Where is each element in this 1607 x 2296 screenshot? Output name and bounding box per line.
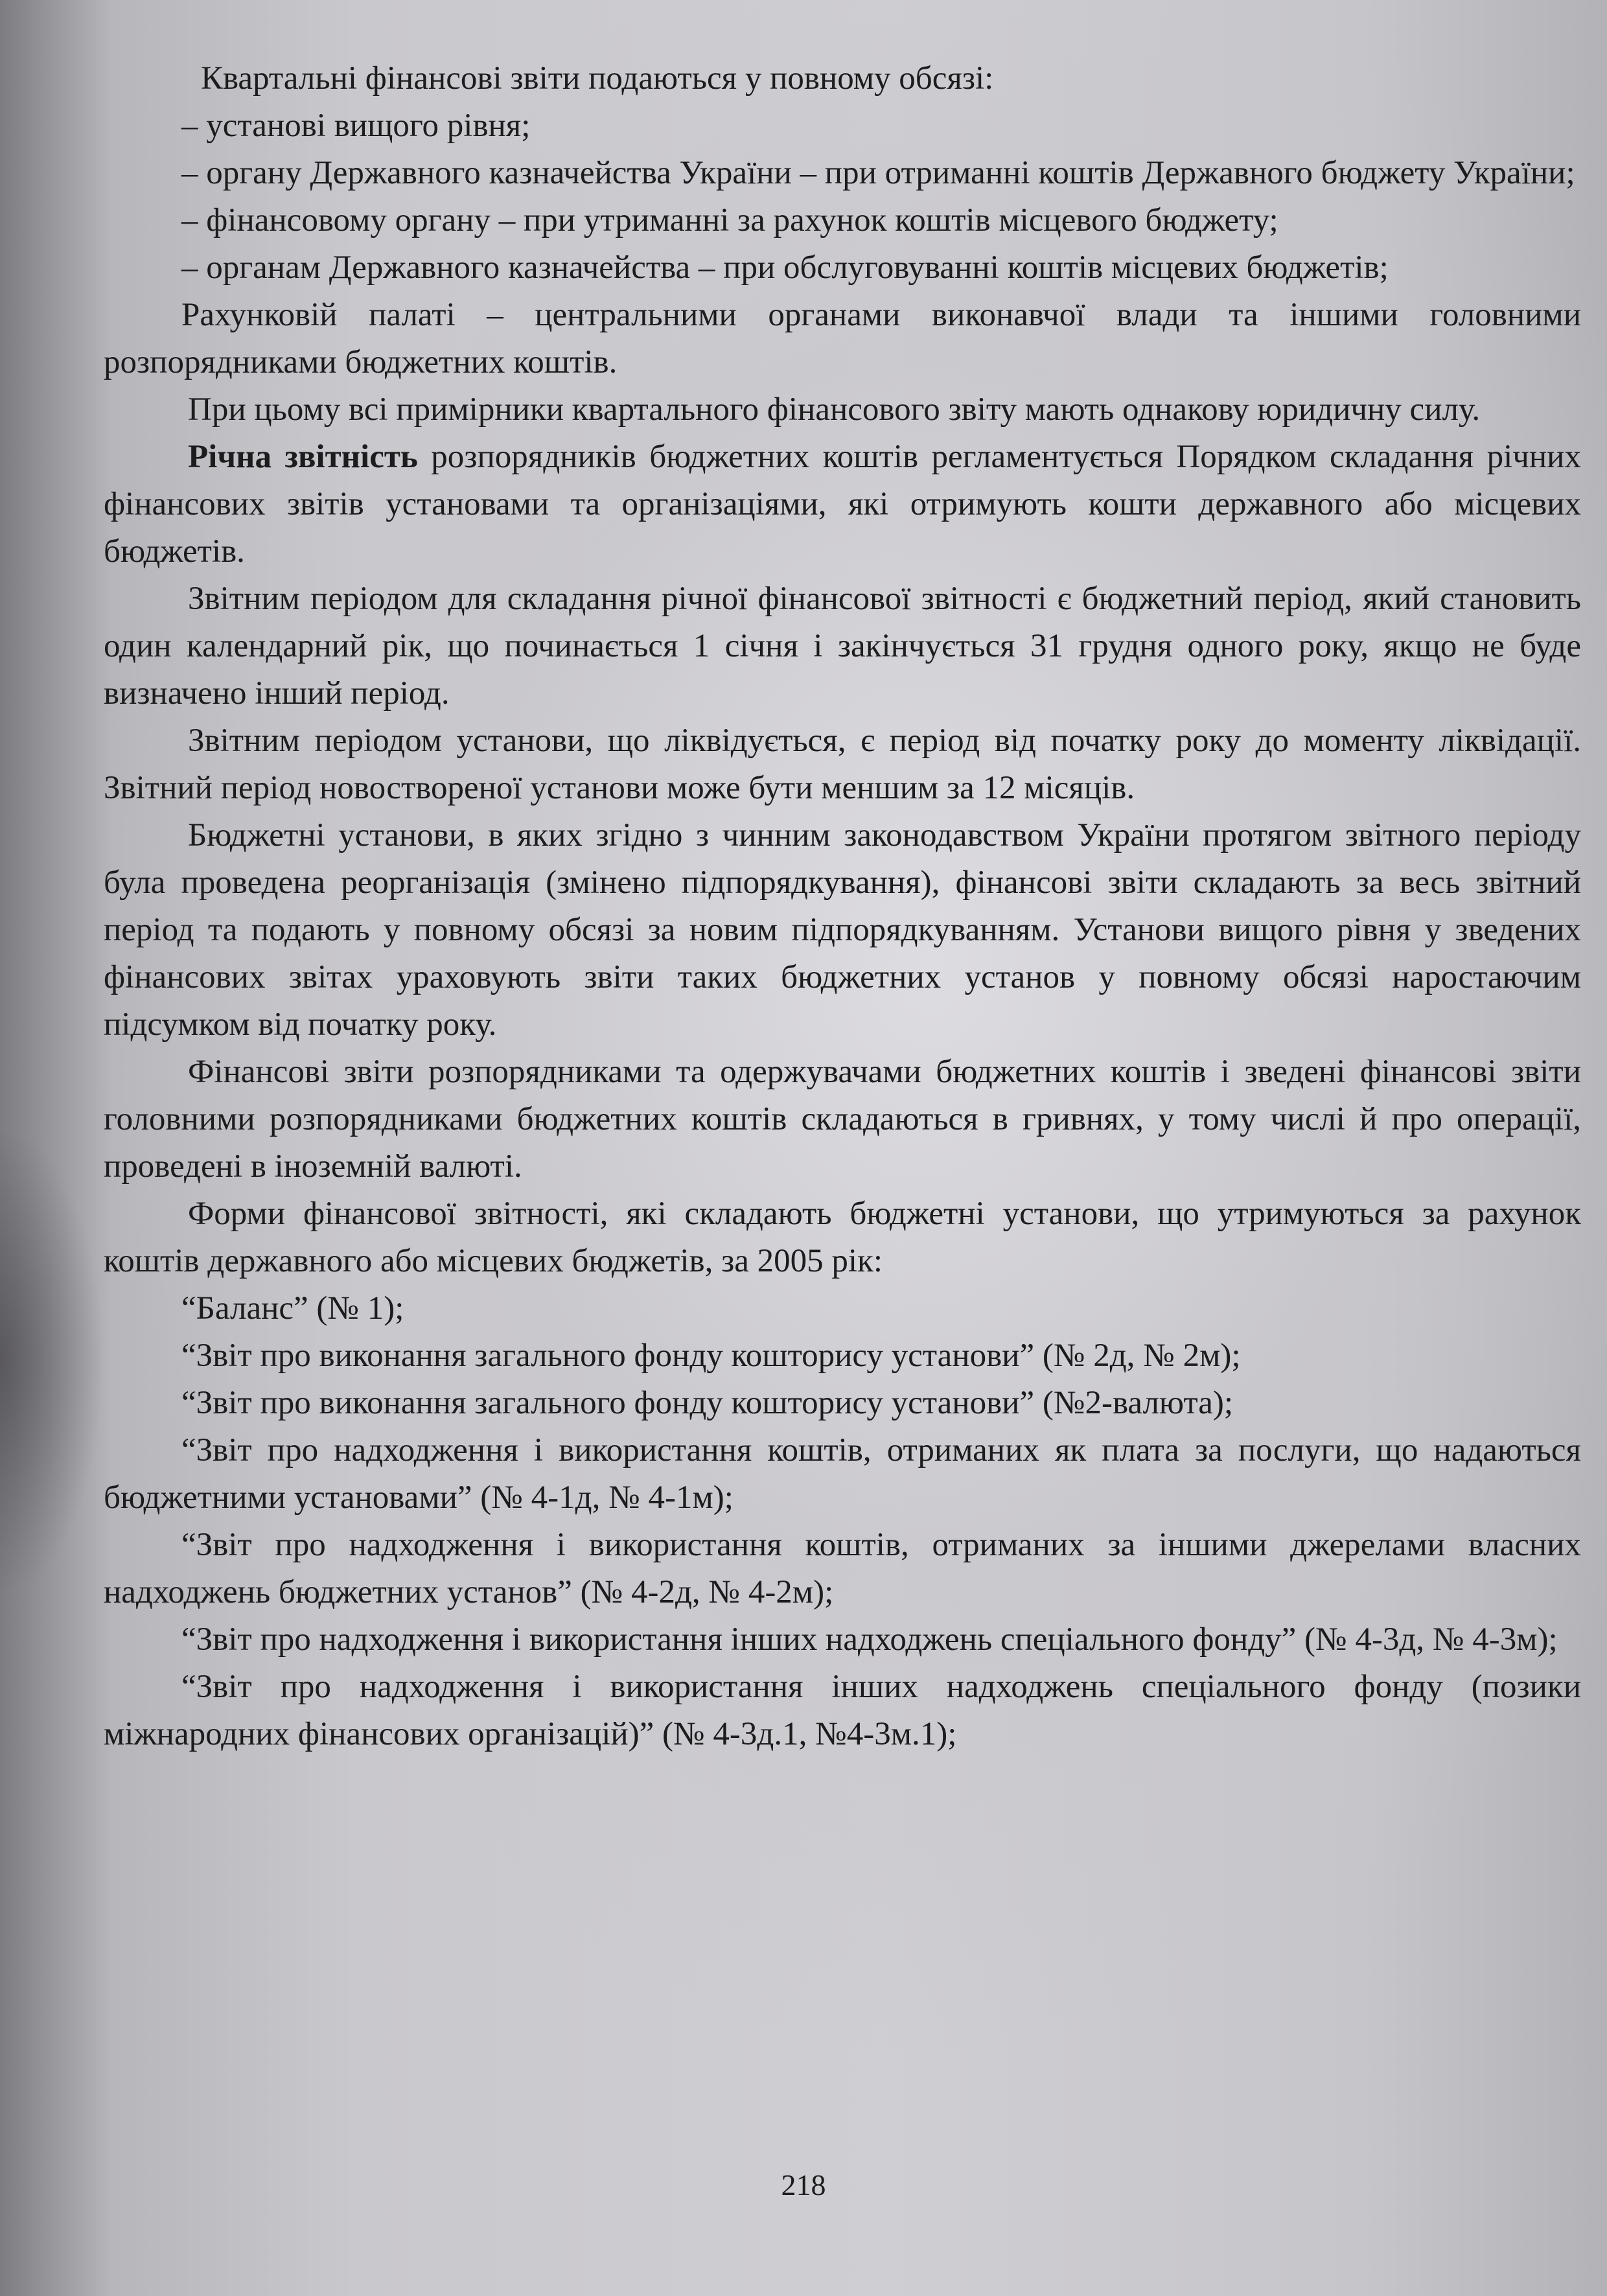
- body-paragraph: Звітним періодом для складання річної фінансової звітності є бюджетний період, який становить один календарний рік, що починається 1 січня і закінчується 31 грудня одного року, якщо не буде визначено інший період.: [104, 581, 1581, 712]
- recipient-item: Рахунковій палаті – центральними органами виконавчої влади та іншими головними розпорядниками бюджетних коштів.: [104, 297, 1581, 380]
- page-text: [104, 55, 1581, 1758]
- body-paragraph: Звітним періодом установи, що ліквідується, є період від початку року до моменту ліквідації. Звітний період новоствореної установи може бути меншим за 12 місяців.: [104, 723, 1581, 806]
- form-item: “Звіт про надходження і використання інших надходжень спеціального фонду” (№ 4-3д, № 4-3м);: [181, 1621, 1558, 1658]
- form-item: “Звіт про надходження і використання інших надходжень спеціального фонду (позики міжнародних фінансових організацій)” (№ 4-3д.1, №4-3м.1);: [104, 1669, 1581, 1752]
- binding-shadow: [0, 1134, 104, 1588]
- intro-line: Квартальні фінансові звіти подаються у повному обсязі:: [201, 60, 994, 97]
- annual-paragraph: [104, 434, 1581, 575]
- recipient-item: – фінансовому органу – при утриманні за рахунок коштів місцевого бюджету;: [181, 202, 1278, 238]
- annual-term: Річна звітність: [188, 439, 418, 475]
- form-item: “Баланс” (№ 1);: [181, 1290, 404, 1327]
- recipient-item: – установі вищого рівня;: [181, 108, 531, 144]
- page-number: 218: [781, 2168, 826, 2201]
- recipient-item: – органам Державного казначейства – при обслуговуванні коштів місцевих бюджетів;: [181, 249, 1389, 286]
- annual-rest: розпорядників бюджетних коштів регламентується Порядком складання річних фінансових звітів установами та організаціями, які отримують кошти державного або місцевих бюджетів.: [104, 439, 1581, 570]
- body-paragraph: Бюджетні установи, в яких згідно з чинним законодавством України протягом звітного періоду була проведена реорганізація (змінено підпорядкування), фінансові звіти складають за весь звітний період та подають у повному обсязі за новим підпорядкуванням. Установи вищого рівня у зведених фінансових звітах ураховують звіти таких бюджетних установ у повному обсязі наростаючим підсумком від початку року.: [104, 817, 1581, 1043]
- form-item: “Звіт про надходження і використання коштів, отриманих за іншими джерелами власних надходжень бюджетних установ” (№ 4-2д, № 4-2м);: [104, 1527, 1581, 1610]
- form-item: “Звіт про виконання загального фонду кошторису установи” (№ 2д, № 2м);: [181, 1338, 1241, 1374]
- form-item: “Звіт про виконання загального фонду кошторису установи” (№2-валюта);: [181, 1385, 1234, 1421]
- form-item: “Звіт про надходження і використання коштів, отриманих як плата за послуги, що надаються бюджетними установами” (№ 4-1д, № 4-1м);: [104, 1432, 1581, 1516]
- body-paragraph: Фінансові звіти розпорядниками та одержувачами бюджетних коштів і зведені фінансові звіти головними розпорядниками бюджетних коштів складаються в гривнях, у тому числі й про операції, проведені в іноземній валюті.: [104, 1054, 1581, 1185]
- recipient-item: – органу Державного казначейства України – при отриманні коштів Державного бюджету України;: [181, 155, 1575, 191]
- body-paragraph: Форми фінансової звітності, які складають бюджетні установи, що утримуються за рахунок коштів державного або місцевих бюджетів, за 2005 рік:: [104, 1196, 1581, 1279]
- copies-paragraph: При цьому всі примірники квартального фінансового звіту мають однакову юридичну силу.: [188, 391, 1481, 428]
